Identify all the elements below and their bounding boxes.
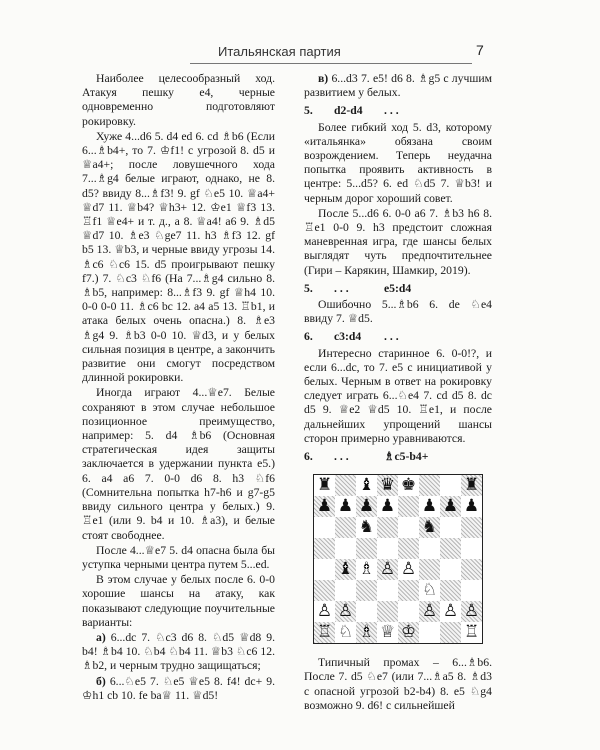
square-h2 [461, 601, 482, 622]
square-b7 [335, 496, 356, 517]
square-c6 [356, 517, 377, 538]
square-g2 [440, 601, 461, 622]
square-a8 [314, 475, 335, 496]
square-b5 [335, 538, 356, 559]
square-e3 [398, 580, 419, 601]
square-g1 [440, 622, 461, 643]
square-a5 [314, 538, 335, 559]
square-d8 [377, 475, 398, 496]
square-h7 [461, 496, 482, 517]
chess-piece: ♙ [400, 559, 417, 580]
square-e6 [398, 517, 419, 538]
move-heading [304, 450, 492, 464]
square-b8 [335, 475, 356, 496]
square-d7 [377, 496, 398, 517]
chess-board [313, 474, 483, 644]
variation-label: в) [318, 72, 329, 85]
square-e5 [398, 538, 419, 559]
square-c8 [356, 475, 377, 496]
chess-piece: ♗ [358, 559, 375, 580]
chess-piece: ♛ [379, 475, 396, 496]
square-b1 [335, 622, 356, 643]
paragraph: После 5...d6 6. 0-0 a6 7. ♗b3 h6 8. ♖e1 0-0 9. h3 предстоит сложная маневренная игра, где шансы белых выглядят чуть предпочтительнее (Гири – Карякин, Шамкир, 2019). [304, 206, 492, 277]
square-f2 [419, 601, 440, 622]
square-a3 [314, 580, 335, 601]
square-a1 [314, 622, 335, 643]
chess-piece: ♚ [400, 475, 417, 496]
square-f3 [419, 580, 440, 601]
chess-piece: ♟ [463, 496, 480, 517]
chess-piece: ♙ [337, 601, 354, 622]
square-b3 [335, 580, 356, 601]
black-move: e5:d4 [384, 281, 412, 295]
square-d5 [377, 538, 398, 559]
left-column [82, 72, 275, 704]
move-number: 6. [304, 450, 313, 464]
square-e2 [398, 601, 419, 622]
square-g3 [440, 580, 461, 601]
square-h5 [461, 538, 482, 559]
square-e4 [398, 559, 419, 580]
square-b6 [335, 517, 356, 538]
white-move: c3:d4 [334, 330, 362, 344]
variation-c [304, 72, 492, 100]
chess-piece: ♙ [379, 559, 396, 580]
square-h1 [461, 622, 482, 643]
square-b2 [335, 601, 356, 622]
chess-piece: ♜ [463, 475, 480, 496]
square-g7 [440, 496, 461, 517]
square-f4 [419, 559, 440, 580]
chess-piece: ♟ [421, 496, 438, 517]
square-h6 [461, 517, 482, 538]
square-f7 [419, 496, 440, 517]
white-move: d2-d4 [334, 104, 363, 118]
chess-piece: ♟ [358, 496, 375, 517]
right-column [304, 72, 492, 714]
chess-piece: ♘ [421, 580, 438, 601]
chess-piece: ♝ [358, 475, 375, 496]
chess-piece: ♙ [316, 601, 333, 622]
chess-diagram [304, 474, 492, 644]
square-d4 [377, 559, 398, 580]
square-f6 [419, 517, 440, 538]
chess-piece: ♙ [442, 601, 459, 622]
square-d3 [377, 580, 398, 601]
square-f8 [419, 475, 440, 496]
chess-piece: ♖ [316, 622, 333, 643]
move-number: 5. [304, 104, 313, 118]
square-f5 [419, 538, 440, 559]
square-c5 [356, 538, 377, 559]
variation-text: 6...♘e5 7. ♘e5 ♕e5 8. f4! dc+ 9. ♔h1 cb 10. fe ba♕ 11. ♕d5! [82, 674, 275, 702]
square-e1 [398, 622, 419, 643]
page-header [0, 38, 600, 66]
white-move: . . . [334, 450, 349, 464]
square-d6 [377, 517, 398, 538]
black-move: ♗c5-b4+ [384, 450, 429, 464]
variation-text: 6...d3 7. e5! d6 8. ♗g5 с лучшим развитием у белых. [304, 72, 492, 100]
square-h3 [461, 580, 482, 601]
square-e7 [398, 496, 419, 517]
black-move: . . . [384, 330, 399, 344]
chess-piece: ♜ [316, 475, 333, 496]
square-g6 [440, 517, 461, 538]
square-c2 [356, 601, 377, 622]
variation-b [82, 675, 275, 703]
square-a7 [314, 496, 335, 517]
square-d2 [377, 601, 398, 622]
square-h4 [461, 559, 482, 580]
chess-piece: ♔ [400, 622, 417, 643]
chess-piece: ♟ [337, 496, 354, 517]
chess-piece: ♟ [316, 496, 333, 517]
header-rule [190, 63, 472, 64]
paragraph: После 4...♕e7 5. d4 опасна была бы уступка черными центра путем 5...ed. [82, 543, 275, 571]
white-move: . . . [334, 281, 349, 295]
chess-piece: ♘ [337, 622, 354, 643]
square-c7 [356, 496, 377, 517]
move-number: 5. [304, 281, 313, 295]
paragraph: Иногда играют 4...♕e7. Белые сохраняют в этом случае небольшое позиционное преимущество, например: 5. d4 ♗b6 (Основная стратегическая идея защиты заключается в удержании пункта е5.) 6. a4 a6 7. 0-0 d6 8. h3 ♘f6 (Сомнительна попытка h7-h6 и g7-g5 ввиду сильного центра у белых.) 9. ♖e1 (или 9. b4 и 10. ♗a3), и белые стоят свободнее. [82, 386, 275, 542]
square-g5 [440, 538, 461, 559]
move-heading [304, 330, 492, 344]
chess-piece: ♞ [358, 517, 375, 538]
paragraph: Интересно старинное 6. 0-0!?, и если 6...dc, то 7. e5 с инициативой у белых. Черным в ответ на рокировку следует играть 6...♘e4 7. cd d5 8. dc d5 9. ♕e2 ♕d5 10. ♖e1, и после дальнейших упрощений шансы сторон примерно уравниваются. [304, 346, 492, 445]
square-c4 [356, 559, 377, 580]
square-e8 [398, 475, 419, 496]
chess-piece: ♕ [379, 622, 396, 643]
square-h8 [461, 475, 482, 496]
black-move: . . . [384, 104, 399, 118]
page-number: 7 [476, 42, 484, 58]
chess-piece: ♞ [421, 517, 438, 538]
chess-piece: ♙ [421, 601, 438, 622]
move-heading [304, 282, 492, 296]
square-c3 [356, 580, 377, 601]
running-title: Итальянская партия [218, 44, 341, 59]
chess-piece: ♟ [442, 496, 459, 517]
paragraph: В этом случае у белых после 6. 0-0 хорошие шансы на атаку, как показывают следующие поучительные варианты: [82, 573, 275, 629]
square-d1 [377, 622, 398, 643]
paragraph: Ошибочно 5...♗b6 6. de ♘e4 ввиду 7. ♕d5. [304, 298, 492, 326]
paragraph: Хуже 4...d6 5. d4 еd 6. cd ♗b6 (Если 6...♗b4+, то 7. ♔f1! с угрозой 8. d5 и ♕a4+; после ловушечного хода 7...♗g4 белые играют, однако, не 8. d5? ввиду 8...♗f3! 9. gf ♘e5 10. ♕a4+ ♕d7 11. ♕b4? ♕h3+ 12. ♔e1 ♕f3 13. ♖f1 ♕e4+ и т. д., а 8. ♕a4! a6 9. ♗d5 ♕d7 10. ♗e3 ♘ge7 11. h3 ♗f3 12. gf b5 13. ♕b3, и черные ввиду угрозы 14. ♗c6 ♘c6 15. d5 проигрывают пешку f7.) 7. ♘c3 ♘f6 (На 7...♗g4 сильно 8. ♗b5, например: 8...♗f3 9. gf ♕h4 10. 0-0 0-0 11. ♗c6 bc 12. a4 a5 13. ♖b1, и атака белых очень опасна.) 8. ♗e3 ♗g4 9. ♗b3 0-0 10. ♕d3, и у белых сильная позиция в центре, а закончить развитие они смогут посредством длинной рокировки. [82, 129, 275, 385]
paragraph: Наиболее целесообразный ход. Атакуя пешку е4, черные одновременно подготовляют рокировку. [82, 72, 275, 128]
square-a4 [314, 559, 335, 580]
chess-piece: ♝ [337, 559, 354, 580]
paragraph: Типичный промах – 6...♗b6. После 7. d5 ♘e7 (или 7...♗a5 8. ♗d3 с опасной угрозой b2-b4) 8. e5 ♘g4 возможно 9. d6! с сильнейшей [304, 656, 492, 712]
variation-label: а) [96, 630, 106, 644]
paragraph: Более гибкий ход 5. d3, которому «итальянка» обязана своим возрождением. Теперь неудачна попытка проявить активность в центре: 5...d5? 6. ed ♘d5 7. ♕b3! и черным дорог хороший совет. [304, 120, 492, 205]
chess-piece: ♖ [463, 622, 480, 643]
square-a6 [314, 517, 335, 538]
square-a2 [314, 601, 335, 622]
chess-piece: ♟ [379, 496, 396, 517]
square-g4 [440, 559, 461, 580]
move-number: 6. [304, 330, 313, 344]
move-heading [304, 104, 492, 118]
square-f1 [419, 622, 440, 643]
chess-piece: ♙ [463, 601, 480, 622]
square-g8 [440, 475, 461, 496]
variation-label: б) [96, 674, 106, 688]
variation-a [82, 631, 275, 674]
chess-piece: ♗ [358, 622, 375, 643]
variation-text: 6...dc 7. ♘c3 d6 8. ♘d5 ♕d8 9. b4! ♗b4 10. ♘b4 ♘b4 11. ♕b3 ♘c6 12. ♗b2, и черным трудно защищаться; [82, 630, 275, 673]
square-b4 [335, 559, 356, 580]
square-c1 [356, 622, 377, 643]
